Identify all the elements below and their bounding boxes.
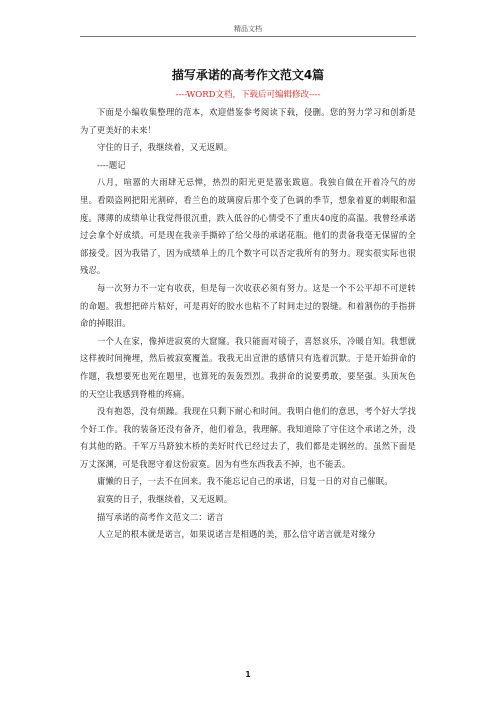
paragraph: 没有抱怨，没有烦躁。我现在只剩下耐心和时间。我明白他们的意思，考个好大学找个好工作。我的装备还没有备齐，他们着急，我理解。我知道除了守住这个承诺之外，没有其他的路。千军万马跻独木桥的美好时代已经过去了，我们都是走钢丝的。虽然下面是万丈深渊，可是我愿守着这份寂寞。因为有些东西我丢不掉，也不能丢。: [80, 406, 416, 469]
paragraph-epigraph-source: ----题记: [97, 159, 126, 170]
paragraph: 一个人在家，像掉进寂寞的大窟窿。我只能面对镜子，喜怒哀乐，冷暖自知。我想就这样被时间掩埋，然后被寂寞覆盖。我我无出宣泄的感情只有选着沉默。于是开始拼命的作题，我想要死也死在题里，也算死的轰轰烈烈。我拼命的说要勇敢，要坚强。头顶灰色的天空让我感到脊椎的疼痛。: [80, 335, 416, 399]
paragraph: 人立足的根本就是诺言，如果说诺言是相遇的美，那么信守诺言就是对缘分: [97, 529, 376, 540]
document-body: [80, 104, 416, 544]
document-title: 描写承诺的高考作文范文4篇: [171, 68, 325, 82]
paragraph: 寂寞的日子，我继续着，又无返顾。: [97, 494, 233, 505]
paragraph: 八月，喧嚣的大雨肆无忌惮，热烈的阳光更是嚣张跋扈。我独自做在开着冷气的房里。看陨盗网把阳光割碎，看兰色的玻璃窗后那个变了色调的季节，想象着夏的刺眼和温度。薄薄的成绩单让我觉得很沉重，跌入低谷的心情受不了重庆40度的高温。我曾经承诺过会拿个好成绩。可是现在我亲手撕碎了给父母的承诺花瓶。他们的责备我毫无保留的全部接受。因为我错了，因为成绩单上的几个数字可以否定我所有的努力。现实很实际也很残忍。: [80, 177, 416, 276]
word-doc-notice: ----WORD文档，下载后可编辑修改----: [175, 90, 321, 100]
header-divider: [80, 36, 416, 37]
paragraph-epigraph: 守住的日子，我继续着，又无返顾。: [97, 142, 233, 153]
page-header: 精品文档: [234, 25, 262, 33]
paragraph-intro: 下面是小编收集整理的范本，欢迎借鉴参考阅读下载，侵删。您的努力学习和创新是为了更美好的未来！: [80, 107, 416, 135]
section-heading: 描写承诺的高考作文范文二：诺言: [97, 511, 224, 522]
page-number: 1: [245, 670, 251, 679]
paragraph: 每一次努力不一定有收获，但是每一次收获必须有努力。这是一个不公平却不可逆转的命题。我想把碎片粘好，可是再好的胶水也粘不了时间走过的裂缝。和着割伤的手指拼命的掉眼泪。: [80, 282, 416, 329]
paragraph: 庸懒的日子，一去不在回来。我不能忘记自己的承诺，日复一日的对自己催眠。: [97, 476, 393, 487]
